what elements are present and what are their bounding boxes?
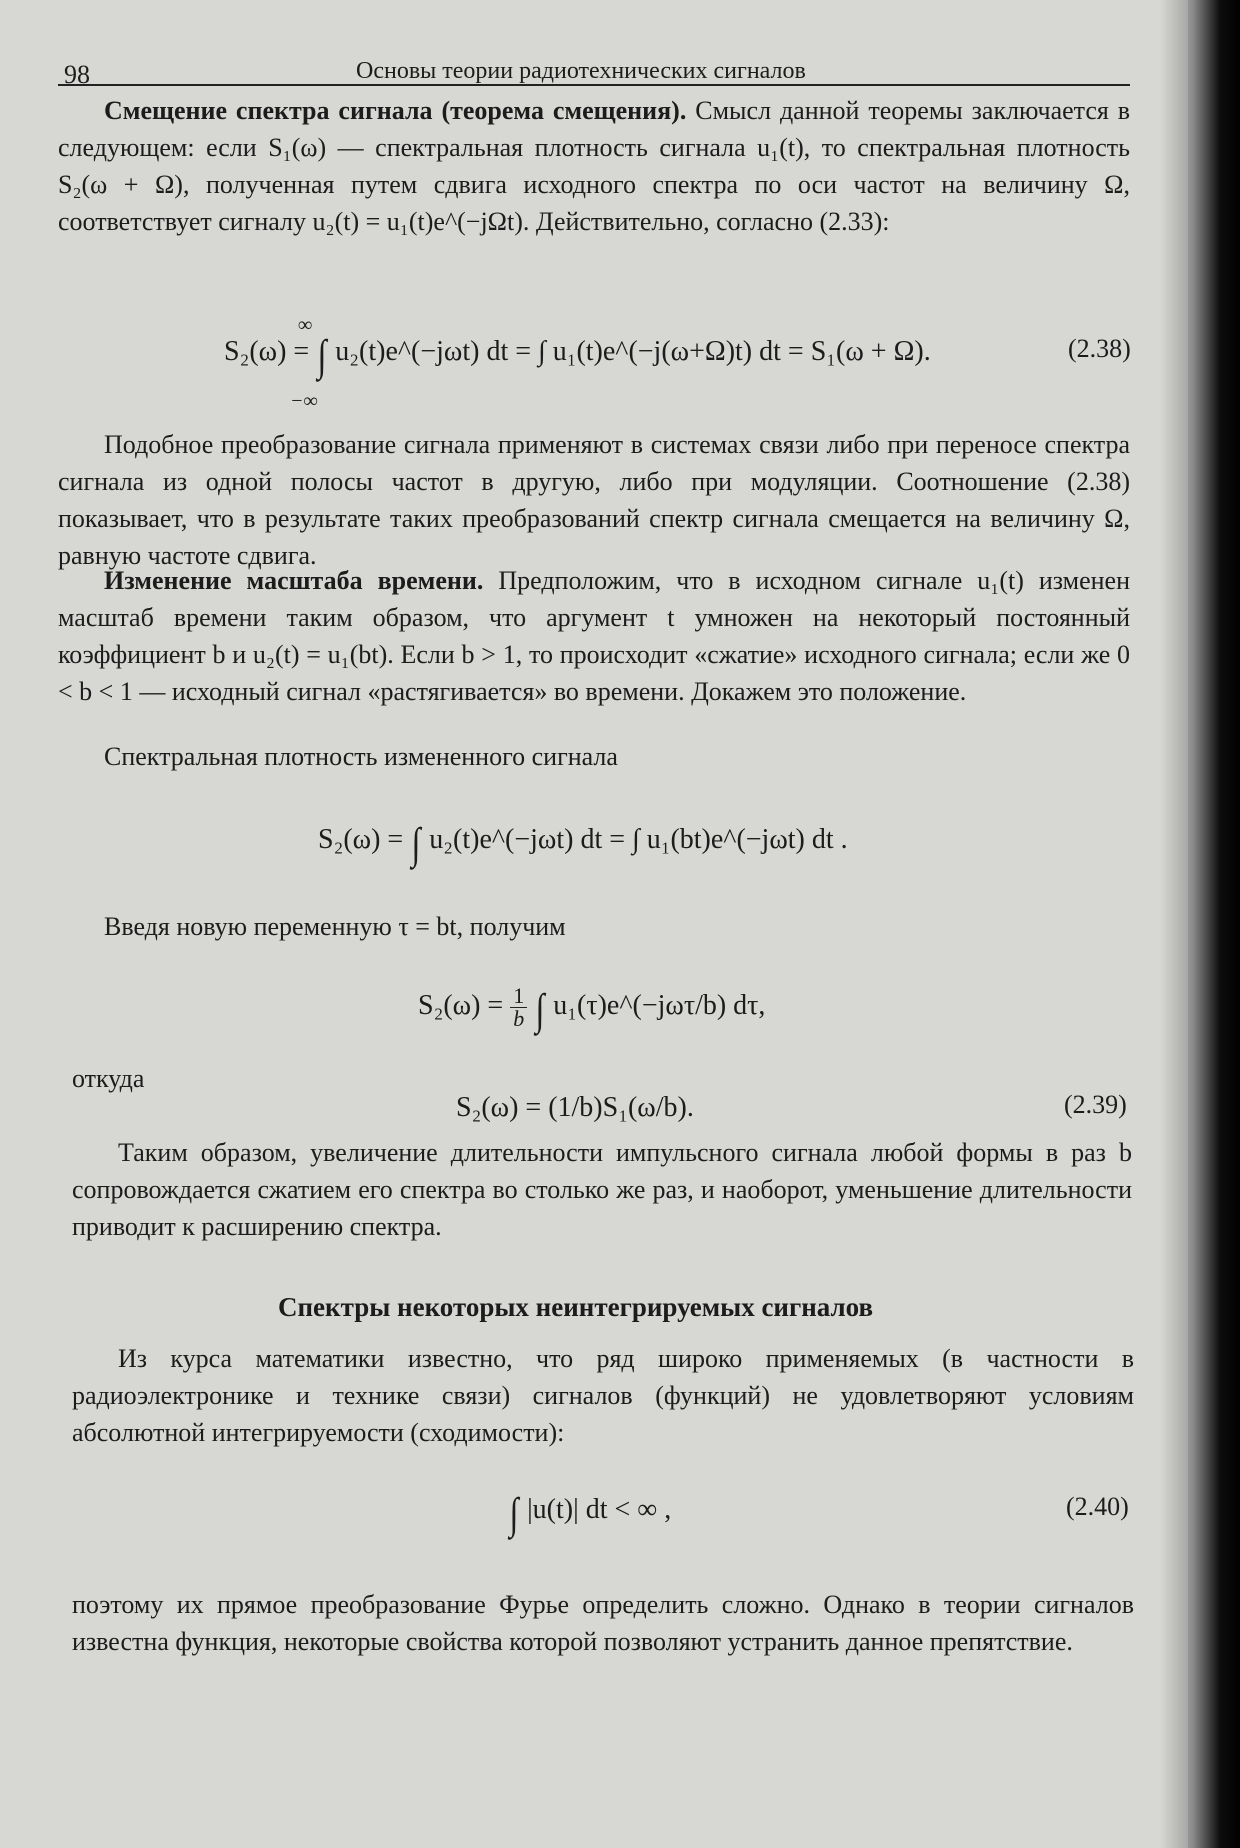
paragraph-time-scale: [58, 562, 1130, 710]
page-number: 98: [64, 60, 90, 89]
eq238-lower-limit: −∞: [290, 390, 318, 412]
fraction-denominator: b: [513, 1006, 525, 1032]
eq238-body: u₂(t)e^(−jωt) dt = ∫ u₁(t)e^(−j(ω+Ω)t) dt = S₁(ω + Ω).: [335, 336, 931, 367]
running-header: [58, 52, 1130, 89]
equation-2-40: [508, 1488, 671, 1539]
eq239-number: (2.39): [1064, 1090, 1127, 1119]
equation-modified-spectrum: [318, 818, 848, 869]
eq240-body: |u(t)| dt < ∞ ,: [527, 1494, 672, 1525]
paragraph-non-integrable: Из курса математики известно, что ряд широко применяемых (в частности в радиоэлектронике и технике связи) сигналов (функций) не удовлетворяют условиям абсолютной интегрируемости (сходимости):: [72, 1344, 1134, 1447]
running-title: Основы теории радиотехнических сигналов: [356, 58, 806, 84]
equation-substituted: [418, 984, 765, 1035]
shift-theorem-text: Смысл данной теоремы заключается в следующем: если S₁(ω) — спектральная плотность сигнала u₁(t), то спектральная плотность S₂(ω + Ω), полученная путем сдвига исходного спектра по оси частот на величину Ω, соответствует сигналу u₂(t) = u₁(t)e^(−jΩt). Действительно, согласно (2.33):: [58, 96, 1131, 236]
paragraph-substitution: Введя новую переменную τ = bt, получим: [104, 912, 566, 941]
book-spine-shadow: [1160, 0, 1240, 1848]
integral-sign: ∫: [317, 331, 327, 380]
eq238-lhs: S₂(ω) =: [224, 336, 310, 367]
eq240-number: (2.40): [1066, 1492, 1129, 1521]
eqb-body: u₁(τ)e^(−jωτ/b) dτ,: [553, 990, 766, 1021]
equation-2-39: S₂(ω) = (1/b)S₁(ω/b).: [456, 1092, 694, 1123]
equation-2-38: [224, 330, 931, 381]
time-scale-text: Предположим, что в исходном сигнале u₁(t) изменен масштаб времени таким образом, что аргумент t умножен на некоторый постоянный коэффициент b и u₂(t) = u₁(bt). Если b > 1, то происходит «сжатие» исходного сигнала; если же 0 < b < 1 — исходный сигнал «растягивается» во времени. Докажем это положение.: [58, 566, 1130, 706]
integral-sign: ∫: [509, 1489, 519, 1538]
paragraph-modified-spectrum: Спектральная плотность измененного сигнала: [104, 742, 618, 771]
eqb-lhs: S₂(ω) =: [418, 990, 504, 1021]
paragraph-shift-application: Подобное преобразование сигнала применяют в системах связи либо при переносе спектра сигнала из одной полосы частот в другую, либо при модуляции. Соотношение (2.38) показывает, что в результате таких преобразований спектр сигнала смещается на величину Ω, равную частоте сдвига.: [58, 430, 1130, 570]
shift-theorem-heading: Смещение спектра сигнала (теорема смещения).: [104, 96, 687, 125]
eq238-number: (2.38): [1068, 334, 1131, 363]
eq238-upper-limit: ∞: [298, 314, 313, 336]
fraction: [510, 985, 527, 1030]
paragraph-whence: откуда: [72, 1064, 145, 1093]
paragraph-fourier: поэтому их прямое преобразование Фурье определить сложно. Однако в теории сигналов известна функция, некоторые свойства которой позволяют устранить данное препятствие.: [72, 1590, 1134, 1656]
section-heading: Спектры некоторых неинтегрируемых сигналов: [278, 1292, 874, 1322]
paragraph-conclusion: Таким образом, увеличение длительности импульсного сигнала любой формы в раз b сопровождается сжатием его спектра во столько же раз, и наоборот, уменьшение длительности приводит к расширению спектра.: [72, 1138, 1132, 1241]
fraction-numerator: 1: [510, 985, 527, 1008]
paragraph-shift-theorem: [58, 92, 1130, 240]
integral-sign: ∫: [411, 819, 421, 868]
eqa-body: u₂(t)e^(−jωt) dt = ∫ u₁(bt)e^(−jωt) dt .: [429, 824, 848, 855]
time-scale-heading: Изменение масштаба времени.: [104, 566, 484, 595]
eqa-lhs: S₂(ω) =: [318, 824, 404, 855]
integral-sign: ∫: [535, 985, 545, 1034]
